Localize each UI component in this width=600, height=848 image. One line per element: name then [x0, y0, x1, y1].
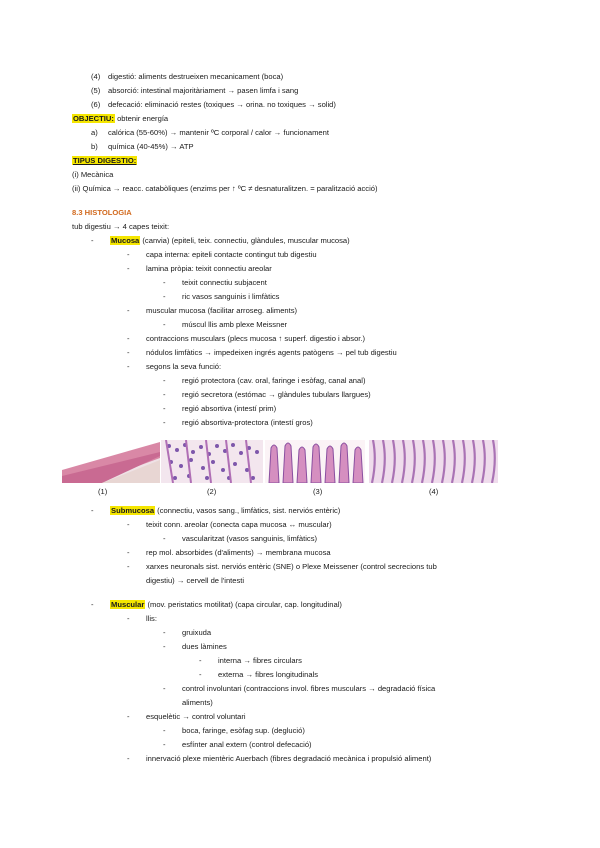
list-text: absorció: intestinal majoritàriament → pasen limfa i sang [108, 86, 299, 95]
dash-bullet: - [127, 712, 130, 721]
list-text: gruixuda [182, 628, 212, 637]
list-item-continuation: digestiu) → cervell de l'intesti [146, 576, 245, 585]
list-text: química (40-45%) → ATP [108, 142, 194, 151]
list-item [163, 740, 312, 750]
list-text: muscular mucosa (facilitar arroseg. aliments) [146, 306, 298, 315]
list-item [127, 712, 246, 722]
dash-bullet: - [91, 506, 94, 515]
dash-bullet: - [127, 264, 130, 273]
objectiu-text: obtenir energía [117, 114, 169, 123]
list-item [127, 614, 157, 624]
list-item [163, 404, 276, 414]
list-number: (5) [91, 86, 101, 95]
list-text: regió protectora (cav. oral, faringe i esòfag, canal anal) [182, 376, 366, 385]
list-item [163, 390, 371, 400]
list-item [91, 128, 329, 138]
dash-bullet: - [199, 656, 202, 665]
histology-image-secretory [161, 440, 263, 483]
list-text: innervació plexe mientèric Auerbach (fibres degradació mecànica i propulsió aliment) [146, 754, 432, 763]
list-text: teixit conn. areolar (conecta capa mucosa ↔ muscular) [146, 520, 332, 529]
dash-bullet: - [127, 306, 130, 315]
dash-bullet: - [163, 418, 166, 427]
mucosa-desc: (canvia) (epiteli, teix. connectiu, glàndules, muscular mucosa) [142, 236, 350, 245]
mucosa-heading [91, 236, 350, 246]
list-item [163, 534, 317, 544]
dash-bullet: - [127, 362, 130, 371]
list-text: externa → fibres longitudinals [218, 670, 319, 679]
list-text: capa interna: epiteli contacte contingut tub digestiu [146, 250, 317, 259]
section-title: 8.3 HISTOLOGIA [72, 208, 132, 217]
list-text: vascularitzat (vasos sanguinis, limfàtics) [182, 534, 318, 543]
dash-bullet: - [163, 376, 166, 385]
list-item [91, 72, 283, 82]
list-text: contraccions musculars (plecs mucosa ↑ superf. digestio i absor.) [146, 334, 366, 343]
objectiu-label: OBJECTIU: [73, 114, 114, 123]
list-number: b) [91, 142, 98, 151]
dash-bullet: - [127, 614, 130, 623]
list-item [163, 726, 305, 736]
list-text: calórica (55-60%) → mantenir ºC corporal / calor → funcionament [108, 128, 329, 137]
submucosa-heading [91, 506, 340, 516]
list-item [127, 362, 221, 372]
list-number: (4) [91, 72, 101, 81]
dash-bullet: - [163, 684, 166, 693]
list-item [199, 670, 318, 680]
list-item [163, 642, 227, 652]
histology-image-protective [62, 440, 160, 483]
list-item [127, 520, 332, 530]
figure-caption: (3) [313, 487, 323, 496]
list-text: esfínter anal extern (control defecació) [182, 740, 312, 749]
list-item [163, 320, 287, 330]
dash-bullet: - [127, 348, 130, 357]
list-item [199, 656, 302, 666]
figure-caption: (1) [98, 487, 108, 496]
dash-bullet: - [163, 292, 166, 301]
muscular-label: Muscular [111, 600, 145, 609]
dash-bullet: - [91, 236, 94, 245]
dash-bullet: - [91, 600, 94, 609]
dash-bullet: - [163, 628, 166, 637]
dash-bullet: - [127, 334, 130, 343]
list-text: nódulos limfàtics → impedeixen ingrés agents patògens → pel tub digestiu [146, 348, 397, 357]
dash-bullet: - [163, 740, 166, 749]
tipus-label: TIPUS DIGESTIO: [73, 156, 137, 165]
list-number: (6) [91, 100, 101, 109]
dash-bullet: - [127, 250, 130, 259]
list-text: digestió: aliments destrueixen mecanicament (boca) [108, 72, 284, 81]
list-text: múscul llis amb plexe Meissner [182, 320, 288, 329]
tipus-heading [72, 156, 137, 166]
list-text: dues làmines [182, 642, 227, 651]
histology-image-absorptive-protective [369, 440, 498, 483]
list-item [127, 348, 397, 358]
submucosa-label: Submucosa [111, 506, 155, 515]
dash-bullet: - [163, 390, 166, 399]
list-text: regió secretora (estómac → glàndules tubulars llargues) [182, 390, 371, 399]
mucosa-label: Mucosa [111, 236, 140, 245]
muscular-desc: (mov. peristatics motilitat) (capa circular, cap. longitudinal) [147, 600, 342, 609]
dash-bullet: - [163, 534, 166, 543]
list-text: rep mol. absorbides (d'aliments) → membrana mucosa [146, 548, 331, 557]
objectiu-heading [72, 114, 168, 124]
dash-bullet: - [163, 278, 166, 287]
submucosa-desc: (connectiu, vasos sang., limfàtics, sist. nerviós entèric) [157, 506, 341, 515]
list-text: interna → fibres circulars [218, 656, 302, 665]
list-item [127, 264, 272, 274]
figure-caption: (2) [207, 487, 217, 496]
list-text: regió absortiva (intestí prim) [182, 404, 277, 413]
list-item [163, 376, 365, 386]
list-item [127, 334, 365, 344]
dash-bullet: - [127, 520, 130, 529]
list-text: ric vasos sanguinis i limfàtics [182, 292, 280, 301]
dash-bullet: - [127, 562, 130, 571]
list-item [91, 86, 298, 96]
tipus-item-ii: (ii) Química → reacc. catabòliques (enzims per ↑ ºC ≠ desnaturalitzen. = paralització acció) [72, 184, 378, 193]
dash-bullet: - [163, 320, 166, 329]
list-item-continuation: aliments) [182, 698, 213, 707]
section-intro: tub digestiu → 4 capes teixit: [72, 222, 170, 231]
list-item [163, 292, 279, 302]
list-text: regió absortiva-protectora (intestí gros) [182, 418, 313, 427]
tipus-item-i: (i) Mecànica [72, 170, 114, 179]
list-text: xarxes neuronals sist. nerviós entèric (SNE) o Plexe Meissener (control secrecions tub [146, 562, 437, 571]
list-item [127, 306, 297, 316]
dash-bullet: - [127, 754, 130, 763]
list-number: a) [91, 128, 98, 137]
list-text: boca, faringe, esòfag sup. (deglució) [182, 726, 305, 735]
dash-bullet: - [163, 404, 166, 413]
dash-bullet: - [199, 670, 202, 679]
list-item [127, 562, 437, 572]
dash-bullet: - [163, 642, 166, 651]
list-text: lamina pròpia: teixit connectiu areolar [146, 264, 272, 273]
list-text: segons la seva funció: [146, 362, 222, 371]
list-item [91, 142, 194, 152]
dash-bullet: - [163, 726, 166, 735]
dash-bullet: - [127, 548, 130, 557]
list-item [163, 628, 211, 638]
histology-image-absorptive [265, 440, 365, 483]
figure-caption: (4) [429, 487, 439, 496]
list-item [163, 684, 435, 694]
list-item [127, 250, 317, 260]
list-text: esquelètic → control voluntari [146, 712, 246, 721]
list-item [127, 754, 431, 764]
list-text: control involuntari (contraccions invol. fibres musculars → degradació física [182, 684, 436, 693]
list-item [163, 418, 313, 428]
list-item [127, 548, 331, 558]
list-text: defecació: eliminació restes (toxiques → orina. no toxiques → solid) [108, 100, 336, 109]
list-item [163, 278, 267, 288]
list-item [91, 100, 336, 110]
list-text: teixit connectiu subjacent [182, 278, 267, 287]
muscular-heading [91, 600, 342, 610]
list-text: llis: [146, 614, 157, 623]
